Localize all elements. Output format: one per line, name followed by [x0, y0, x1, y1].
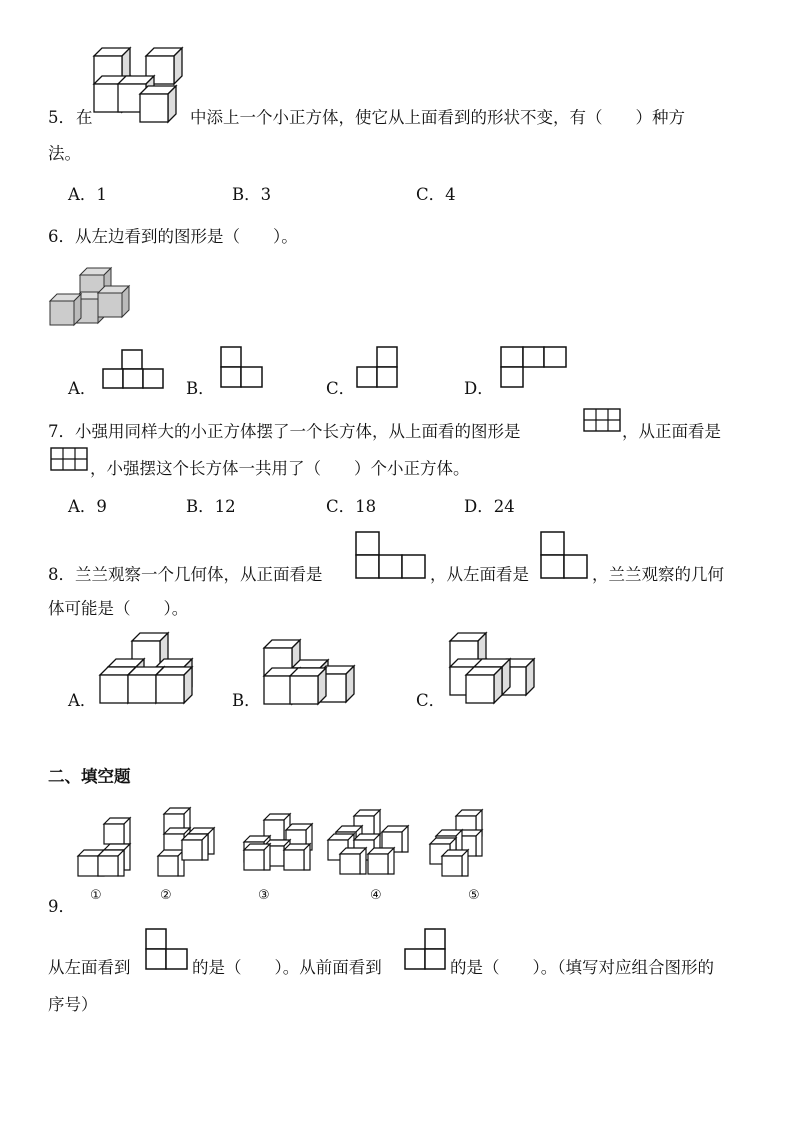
q8-text-cont: 体可能是（ ）。	[48, 599, 189, 618]
q8-front-view-figure	[355, 531, 427, 579]
q5-option-b[interactable]: B．3	[232, 185, 272, 204]
q9-text-part2: 的是（ ）。从前面看到	[192, 958, 382, 977]
q8-text-part2: ，从左面看是	[430, 565, 529, 584]
q9-figure-3-label: ③	[258, 888, 270, 903]
q9-figure-1-label: ①	[90, 888, 102, 903]
q9-figure-3	[244, 814, 314, 876]
q7-text-part1: 7．小强用同样大的小正方体摆了一个长方体，从上面看的图形是	[48, 422, 521, 441]
q5-cube-figure	[94, 48, 186, 126]
q7-top-view-grid	[583, 408, 621, 432]
q9-figure-5	[430, 810, 490, 876]
q8-option-a-figure[interactable]	[100, 633, 196, 705]
q6-option-a[interactable]: A．	[68, 379, 97, 398]
q5-option-c[interactable]: C．4	[416, 185, 456, 204]
q9-figure-4-label: ④	[370, 888, 382, 903]
q6-stem: 6．从左边看到的图形是（ ）。	[48, 227, 298, 246]
q7-option-d[interactable]: D．24	[464, 497, 515, 516]
q9-figure-4	[328, 810, 410, 876]
q9-front-view-figure	[404, 928, 448, 970]
q7-text-part2: ，从正面看是	[622, 422, 721, 441]
q5-option-a[interactable]: A．1	[68, 185, 107, 204]
q5-number: 5．	[48, 108, 75, 127]
q8-option-a[interactable]: A．	[68, 691, 97, 710]
q9-figure-1	[78, 818, 134, 876]
q7-option-c[interactable]: C．18	[326, 497, 377, 516]
q6-option-d-figure[interactable]	[500, 346, 568, 388]
q8-option-c-figure[interactable]	[450, 633, 536, 705]
q7-front-view-grid	[50, 447, 88, 471]
q6-option-d[interactable]: D．	[464, 379, 494, 398]
q6-solid-figure	[50, 268, 132, 326]
q5-text-post: 中添上一个小正方体，使它从上面看到的形状不变，有（ ）种方	[190, 108, 685, 127]
q8-option-b[interactable]: B．	[232, 691, 261, 710]
section-title-fill-in: 二、填空题	[48, 767, 131, 786]
q7-text-part3: ，小强摆这个长方体一共用了（ ）个小正方体。	[90, 459, 470, 478]
q9-text-part1: 从左面看到	[48, 958, 131, 977]
q6-option-c-figure[interactable]	[356, 346, 400, 388]
q6-option-b-figure[interactable]	[220, 346, 264, 388]
q6-option-b[interactable]: B．	[186, 379, 215, 398]
q5-text-pre: 在	[76, 108, 93, 127]
q6-option-a-figure[interactable]	[102, 349, 164, 389]
q9-number: 9．	[48, 897, 75, 916]
q8-text-part3: ，兰兰观察的几何	[592, 565, 724, 584]
q7-option-b[interactable]: B．12	[186, 497, 236, 516]
q9-figure-2	[152, 808, 220, 876]
q9-figure-2-label: ②	[160, 888, 172, 903]
q9-left-view-figure	[145, 928, 189, 970]
q8-text-part1: 8．兰兰观察一个几何体，从正面看是	[48, 565, 323, 584]
q9-text-cont: 序号）	[48, 995, 98, 1014]
q8-option-c[interactable]: C．	[416, 691, 446, 710]
q9-figure-5-label: ⑤	[468, 888, 480, 903]
q7-option-a[interactable]: A．9	[68, 497, 107, 516]
q5-text-cont: 法。	[48, 144, 81, 163]
q6-option-c[interactable]: C．	[326, 379, 356, 398]
q8-option-b-figure[interactable]	[264, 640, 354, 704]
q9-text-part3: 的是（ ）。（填写对应组合图形的	[450, 958, 714, 977]
q8-left-view-figure	[540, 531, 590, 579]
